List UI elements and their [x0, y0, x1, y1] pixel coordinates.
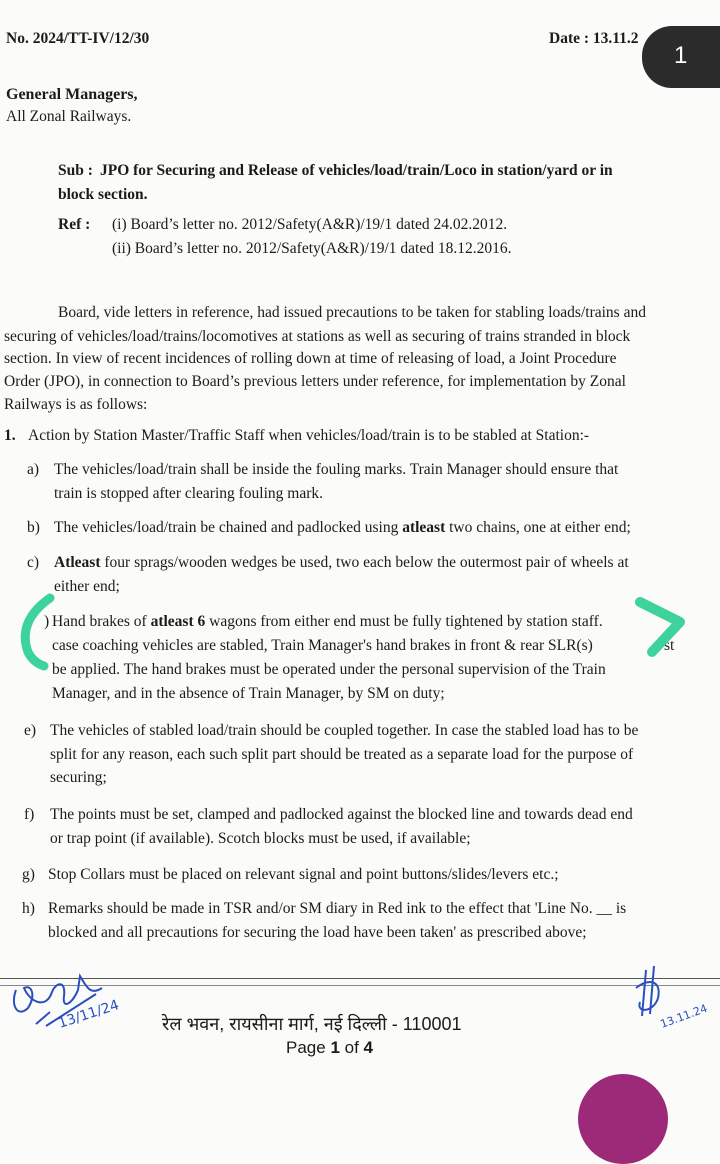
- section-1-title: Action by Station Master/Traffic Staff when vehicles/load/train is to be stabled at Station:-: [28, 427, 590, 444]
- page-indicator-badge: 1: [642, 26, 720, 88]
- item-d-line-3: be applied. The hand brakes must be operated under the personal supervision of the Train: [52, 661, 606, 678]
- item-d-line-2-end: st: [664, 637, 675, 654]
- item-c-line-1: Atleast four sprags/wooden wedges be used, two each below the outermost pair of wheels at: [54, 554, 629, 571]
- reference-item-1: (i) Board’s letter no. 2012/Safety(A&R)/19/1 dated 24.02.2012.: [112, 216, 508, 233]
- letter-date: Date : 13.11.2: [549, 30, 639, 47]
- addressee-line-1: General Managers,: [6, 86, 138, 103]
- subject-label: Sub :: [58, 162, 93, 179]
- bottom-floating-circle: [578, 1074, 668, 1164]
- intro-line-2: securing of vehicles/load/trains/locomotives at stations as well as securing of trains stranded in block: [4, 328, 631, 345]
- addressee-line-2: All Zonal Railways.: [6, 108, 132, 125]
- letter-number: No. 2024/TT-IV/12/30: [6, 30, 150, 47]
- item-d-line-4: Manager, and in the absence of Train Manager, by SM on duty;: [52, 685, 445, 702]
- item-a-label: a): [27, 461, 40, 478]
- intro-line-3: section. In view of recent incidences of rolling down at time of releasing of load, a Joint Procedure: [4, 350, 617, 367]
- footer-address: रेल भवन, रायसीना मार्ग, नई दिल्ली - 110001: [162, 1014, 462, 1034]
- item-a-line-2: train is stopped after clearing fouling mark.: [54, 485, 324, 502]
- right-chevron-mark: [640, 602, 680, 652]
- intro-line-5: Railways is as follows:: [4, 396, 148, 413]
- item-e-line-1: The vehicles of stabled load/train should be coupled together. In case the stabled load has to be: [50, 722, 639, 739]
- right-signature-date: 13.11.24: [658, 1001, 710, 1031]
- item-e-line-3: securing;: [50, 769, 107, 786]
- item-c-line-2: either end;: [54, 578, 120, 595]
- subject-text-1: JPO for Securing and Release of vehicles/load/train/Loco in station/yard or in: [100, 162, 613, 179]
- item-f-label: f): [24, 806, 35, 823]
- left-bracket-mark: [25, 598, 50, 666]
- item-e-line-2: split for any reason, each such split part should be treated as a separate load for the purpose of: [50, 746, 634, 763]
- reference-item-2: (ii) Board’s letter no. 2012/Safety(A&R)/19/1 dated 18.12.2016.: [112, 240, 512, 257]
- item-h-line-2: blocked and all precautions for securing the load have been taken' as prescribed above;: [48, 924, 587, 941]
- intro-line-4: Order (JPO), in connection to Board’s previous letters under reference, for implementation by Zonal: [4, 373, 626, 390]
- item-f-line-2: or trap point (if available). Scotch blocks must be used, if available;: [50, 830, 471, 847]
- footer-page-number: Page 1 of 4: [286, 1038, 373, 1057]
- item-g-line-1: Stop Collars must be placed on relevant signal and point buttons/slides/levers etc.;: [48, 866, 559, 883]
- item-a-line-1: The vehicles/load/train shall be inside the fouling marks. Train Manager should ensure that: [54, 461, 619, 478]
- intro-line-1: Board, vide letters in reference, had issued precautions to be taken for stabling loads/trains and: [58, 304, 646, 321]
- item-g-label: g): [22, 866, 35, 883]
- highlight-marks: [0, 590, 720, 680]
- item-h-line-1: Remarks should be made in TSR and/or SM diary in Red ink to the effect that 'Line No. __ is: [48, 900, 627, 917]
- section-1-number: 1.: [4, 427, 16, 444]
- item-b-text: The vehicles/load/train be chained and padlocked using atleast two chains, one at either end;: [54, 519, 631, 536]
- right-signature: [628, 958, 720, 1038]
- item-d-line-2: case coaching vehicles are stabled, Train Manager's hand brakes in front & rear SLR(s): [52, 637, 593, 654]
- item-b-label: b): [27, 519, 40, 536]
- item-h-label: h): [22, 900, 35, 917]
- left-signature: [6, 966, 136, 1036]
- left-signature-date: 13/11/24: [56, 997, 122, 1032]
- subject-text-2: block section.: [58, 186, 148, 203]
- item-d-line-1: Hand brakes of atleast 6 wagons from either end must be fully tightened by station staff.: [52, 613, 603, 630]
- item-d-label: ): [44, 613, 50, 630]
- item-e-label: e): [24, 722, 37, 739]
- item-c-label: c): [27, 554, 40, 571]
- item-f-line-1: The points must be set, clamped and padlocked against the blocked line and towards dead end: [50, 806, 633, 823]
- reference-label: Ref :: [58, 216, 91, 233]
